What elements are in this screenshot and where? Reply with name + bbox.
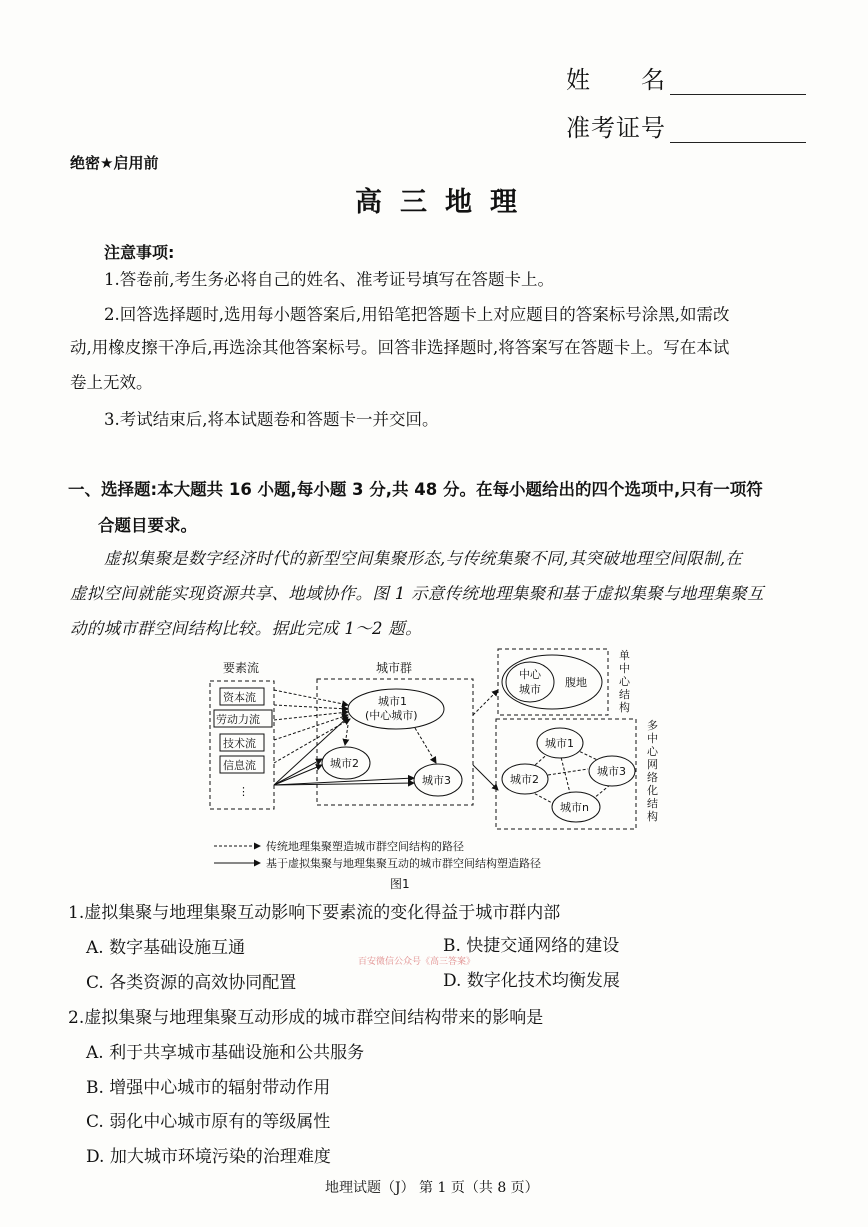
single-center-label: 单中心结构 xyxy=(619,649,630,714)
factor-capital: 资本流 xyxy=(223,691,256,704)
factor-title: 要素流 xyxy=(223,661,260,675)
intro-line3: 动的城市群空间结构比较。据此完成 1～2 题。 xyxy=(70,619,422,638)
dashed-arrow-2 xyxy=(274,705,348,709)
section-1-line1: 一、选择题:本大题共 16 小题,每小题 3 分,共 48 分。在每小题给出的四个选项中,只有一项符 xyxy=(68,480,763,499)
mc-city1-label: 城市1 xyxy=(545,737,574,750)
q2-stem: 2.虚拟集聚与地理集聚互动形成的城市群空间结构带来的影响是 xyxy=(68,1008,544,1028)
page-title: 高三地理 xyxy=(355,187,535,218)
city2-label: 城市2 xyxy=(330,757,359,770)
q1-option-b: B. 快捷交通网络的建设 xyxy=(443,936,620,956)
dashed-arrow-1 xyxy=(274,690,348,705)
notice-item-3: 3.考试结束后,将本试题卷和答题卡一并交回。 xyxy=(104,410,439,429)
intro-line2: 虚拟空间就能实现资源共享、地域协作。图 1 示意传统地理集聚和基于虚拟集聚与地理集聚互 xyxy=(70,584,764,603)
factor-labor: 劳动力流 xyxy=(216,713,260,726)
solid-arrow-1 xyxy=(274,717,348,785)
city3-label: 城市3 xyxy=(422,774,451,787)
figure-caption: 图1 xyxy=(390,877,410,891)
legend-solid-text: 基于虚拟集聚与地理集聚互动的城市群空间结构塑造路径 xyxy=(266,857,541,870)
id-blank xyxy=(670,120,806,143)
notice-heading: 注意事项: xyxy=(104,243,175,262)
q1-option-c: C. 各类资源的高效协同配置 xyxy=(86,973,297,993)
q1-option-d: D. 数字化技术均衡发展 xyxy=(443,971,620,991)
dashed-arrow-to-single xyxy=(473,690,498,715)
figure-1-diagram xyxy=(200,645,670,895)
hinterland-label: 腹地 xyxy=(565,676,587,689)
factor-tech: 技术流 xyxy=(223,737,256,750)
factor-info: 信息流 xyxy=(223,759,256,772)
q1-option-a: A. 数字基础设施互通 xyxy=(86,938,246,958)
name-blank xyxy=(670,72,806,95)
city1-label: 城市1 xyxy=(378,695,407,708)
cluster-title: 城市群 xyxy=(376,661,413,675)
page-footer: 地理试题（J） 第 1 页（共 8 页） xyxy=(325,1180,539,1196)
secret-mark: 绝密★启用前 xyxy=(70,154,159,172)
q1-stem: 1.虚拟集聚与地理集聚互动影响下要素流的变化得益于城市群内部 xyxy=(68,903,561,923)
id-label: 准考证号 xyxy=(566,114,666,142)
notice-item-1: 1.答卷前,考生务必将自己的姓名、准考证号填写在答题卡上。 xyxy=(104,270,554,289)
notice-item-2-line2: 动,用橡皮擦干净后,再选涂其他答案标号。回答非选择题时,将答案写在答题卡上。写在本试 xyxy=(70,338,730,357)
notice-item-2-line1: 2.回答选择题时,选用每小题答案后,用铅笔把答题卡上对应题目的答案标号涂黑,如需改 xyxy=(104,305,730,324)
q2-option-d: D. 加大城市环境污染的治理难度 xyxy=(86,1147,331,1167)
q2-option-b: B. 增强中心城市的辐射带动作用 xyxy=(86,1078,331,1098)
name-field xyxy=(566,60,806,95)
center-city-label-1: 中心 xyxy=(519,668,541,681)
mc-city3-label: 城市3 xyxy=(597,765,626,778)
q2-option-a: A. 利于共享城市基础设施和公共服务 xyxy=(86,1043,365,1063)
dashed-arrow-7 xyxy=(415,728,436,763)
name-label: 姓 名 xyxy=(566,66,666,94)
section-1-line2: 合题目要求。 xyxy=(98,516,197,535)
mc-cityn-label: 城市n xyxy=(560,801,589,814)
single-center-box xyxy=(498,649,608,715)
notice-item-2-line3: 卷上无效。 xyxy=(70,373,153,392)
legend-dashed-text: 传统地理集聚塑造城市群空间结构的路径 xyxy=(266,840,464,853)
city1-sublabel: (中心城市) xyxy=(365,709,418,722)
watermark: 百安微信公众号《高三答案》 xyxy=(358,957,476,967)
multi-center-label: 多中心网络化结构 xyxy=(647,719,658,823)
hinterland-node xyxy=(502,655,602,709)
intro-line1: 虚拟集聚是数字经济时代的新型空间集聚形态,与传统集聚不同,其突破地理空间限制,在 xyxy=(104,549,743,568)
id-field xyxy=(566,108,806,143)
center-city-label-2: 城市 xyxy=(519,683,541,696)
q2-option-c: C. 弱化中心城市原有的等级属性 xyxy=(86,1112,331,1132)
factor-more: ⋮ xyxy=(238,785,249,798)
solid-arrow-to-multi xyxy=(473,765,498,790)
solid-arrow-3 xyxy=(274,765,322,785)
mc-city2-label: 城市2 xyxy=(510,773,539,786)
dashed-arrow-6 xyxy=(345,725,348,745)
